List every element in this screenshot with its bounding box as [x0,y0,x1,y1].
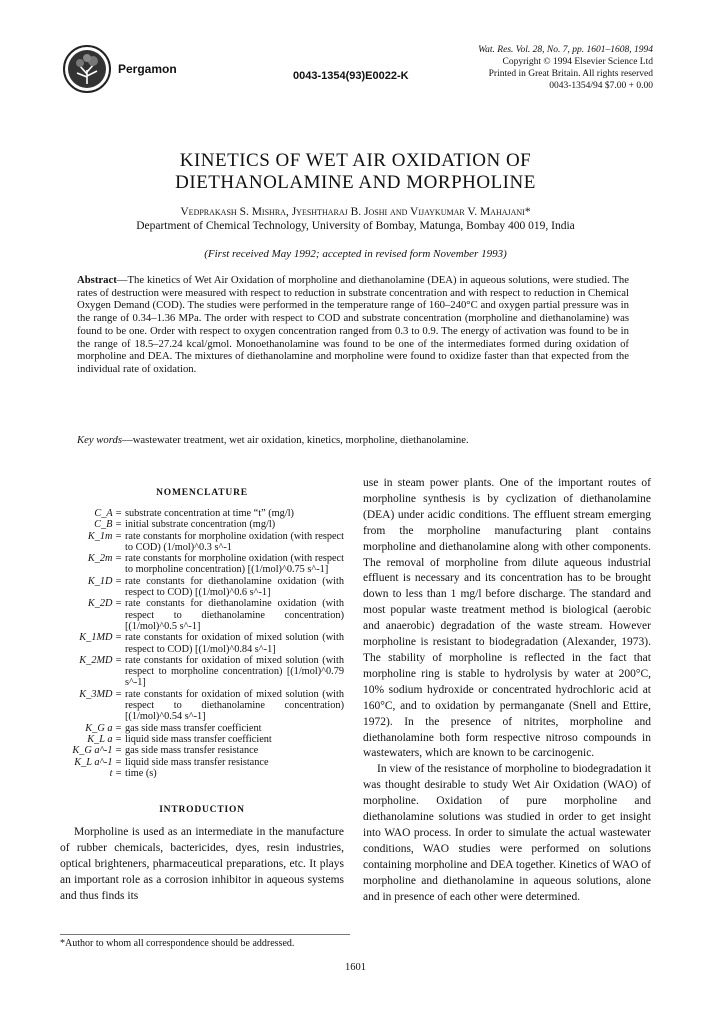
nomenclature-definition: gas side mass transfer resistance [125,745,259,757]
nomenclature-definition: substrate concentration at time “t” (mg/l) [125,508,294,519]
nomenclature-item [60,655,344,689]
nomenclature-item [60,723,344,734]
introduction-right-para-1: use in steam power plants. One of the important routes of morpholine synthesis is by cyclization of diethanolamine (DEA) under acidic conditions. The effluent stream emerging from the morpholine manufacturing plant contains morpholine and diethanolamine along with other components. The removal of morpholine from dilute aqueous industrial effluent is necessary and its concentration has to be brought down to less than 1 mg/l before discharge. The standard and most popular waste treatment method is biological (aerobic and anaerobic) degradation of the waste stream. However morpholine is resistant to biodegradation (Alexander, 1973). The stability of morpholine is reflected in the fact that morpholine ring is stable to hydrolysis by water at 200°C, 10% sodium hydroxide or concentrated hydrochloric acid at 160°C, and to oxidation by permanganate (Snell and Ettire, 1972). In the presence of nitrites, morpholine and diethanolamine both form respective nitroso compounds in wastewaters, which are known to be carcinogenic. [363,477,651,760]
left-column [60,482,344,905]
page-number: 1601 [345,962,366,973]
nomenclature-symbol: K_1m = [87,530,122,542]
nomenclature-definition: liquid side mass transfer coefficient [125,733,272,745]
nomenclature-definition: rate constants for morpholine oxidation (with respect to morpholine concentration) [(1/mol)^0.75 s^-1] [125,553,344,576]
nomenclature-symbol: K_1D = [87,575,122,587]
right-column [363,476,651,905]
nomenclature-definition: initial substrate concentration (mg/l) [125,519,276,531]
nomenclature-item [60,531,344,554]
paper-title [0,150,711,194]
received-dates: (First received May 1992; accepted in revised form November 1993) [204,248,507,260]
publisher-name: Pergamon [118,62,177,76]
nomenclature-definition: rate constants for oxidation of mixed solution (with respect to morpholine concentration) [(1/mol)^0.79 s^-1] [125,654,344,689]
abstract-label: Abstract [77,274,117,286]
introduction-heading: INTRODUCTION [159,805,245,816]
abstract [77,274,629,376]
printed-line: Printed in Great Britain. All rights reserved [488,69,653,79]
nomenclature-symbol: K_L a = [87,733,122,745]
introduction-left-text: Morpholine is used as an intermediate in the manufacture of rubber chemicals, bactericides, dyes, resin industries, optical brighteners, pharmaceutical preparations, etc. It plays an important role as a corrosion inhibitor in aqueous systems and thus finds its [60,826,344,902]
affiliation: Department of Chemical Technology, University of Bombay, Matunga, Bombay 400 019, India [136,220,575,232]
nomenclature-item [60,689,344,723]
nomenclature-item [60,598,344,632]
keywords-text: —wastewater treatment, wet air oxidation, kinetics, morpholine, diethanolamine. [122,434,469,446]
journal-info [478,44,653,92]
nomenclature-item [60,553,344,576]
nomenclature-symbol: K_1MD = [79,632,122,644]
abstract-text: —The kinetics of Wet Air Oxidation of morpholine and diethanolamine (DEA) in aqueous solutions, were studied. The rates of destruction were measured with respect to reduction in substrate concentration and with respect to reduction in Chemical Oxygen Demand (COD). The studies were performed in the temperature range of 160–240°C and oxygen partial pressure was in the range of 0.34–1.36 MPa. The order with respect to COD and substrate concentration (morpholine and diethanolamine) was found to be one. Order with respect to oxygen concentration ranged from 0.3 to 0.9. The energy of activation was found to be in the range of 18.5–27.24 kcal/gmol. Monoethanolamine was found to be one of the intermediates formed during oxidation of morpholine and DEA. The mixtures of diethanolamine and morpholine were found to oxidize faster than that expected from the individual rate of oxidation. [77,274,629,375]
nomenclature-symbol: K_G a^-1 = [72,745,122,757]
nomenclature-item [60,757,344,768]
nomenclature-symbol: C_B = [94,519,122,531]
nomenclature-symbol: K_2MD = [79,654,122,666]
nomenclature-heading: NOMENCLATURE [156,488,248,498]
title-line-1: KINETICS OF WET AIR OXIDATION OF [179,150,532,171]
nomenclature-definition: liquid side mass transfer resistance [125,756,269,768]
nomenclature-definition: rate constants for oxidation of mixed solution (with respect to diethanolamine concentration) [(1/mol)^0.54 s^-1] [125,688,344,723]
nomenclature-symbol: C_A = [94,508,122,519]
footnote: *Author to whom all correspondence should be addressed. [60,934,350,949]
publisher-logo-tree-icon [62,44,112,94]
nomenclature-definition: rate constants for diethanolamine oxidation (with respect to COD) [(1/mol)^0.6 s^-1] [125,575,344,599]
authors: Vedprakash S. Mishra, Jyeshtharaj B. Joshi and Vijaykumar V. Mahajani* [180,206,531,218]
nomenclature-symbol: K_3MD = [79,688,122,700]
keywords-label: Key words [77,434,123,446]
keywords [77,434,637,446]
article-code: 0043-1354(93)E0022-K [293,70,409,82]
nomenclature-item [60,745,344,756]
nomenclature-definition: time (s) [125,767,157,779]
nomenclature-definition: rate constants for morpholine oxidation (with respect to COD) (1/mol)^0.3 s^-1 [125,530,344,553]
introduction-right-para-2: In view of the resistance of morpholine to biodegradation it was thought desirable to study Wet Air Oxidation (WAO) of morpholine. Oxidation of pure morpholine and diethanolamine solutions was studied in order to get insight into WAO process. In order to simulate the actual wastewater conditions, WAO studies were performed on solutions containing morpholine and DEA together. Kinetics of WAO of morpholine and diethanolamine in aqueous solutions, alone and in presence of each other were determined. [363,763,651,903]
nomenclature-list [60,508,344,779]
title-line-2: DIETHANOLAMINE AND MORPHOLINE [175,172,536,193]
nomenclature-definition: gas side mass transfer coefficient [125,722,262,734]
nomenclature-symbol: t = [109,767,122,779]
nomenclature-definition: rate constants for diethanolamine oxidation (with respect to diethanolamine concentration) [(1/mol)^0.5 s^-1] [125,598,344,632]
nomenclature-item [60,734,344,745]
nomenclature-symbol: K_2m = [87,553,122,565]
nomenclature-item [60,508,344,519]
issn-price-line: 0043-1354/94 $7.00 + 0.00 [549,81,653,91]
nomenclature-item [60,576,344,599]
nomenclature-item [60,632,344,655]
nomenclature-definition: rate constants for oxidation of mixed solution (with respect to COD) [(1/mol)^0.84 s^-1] [125,632,344,655]
copyright-line: Copyright © 1994 Elsevier Science Ltd [502,57,653,67]
journal-citation: Wat. Res. Vol. 28, No. 7, pp. 1601–1608, 1994 [478,45,653,55]
nomenclature-symbol: K_L a^-1 = [74,756,122,768]
nomenclature-item [60,519,344,530]
nomenclature-item [60,768,344,779]
nomenclature-symbol: K_2D = [87,598,122,610]
nomenclature-symbol: K_G a = [85,722,122,734]
